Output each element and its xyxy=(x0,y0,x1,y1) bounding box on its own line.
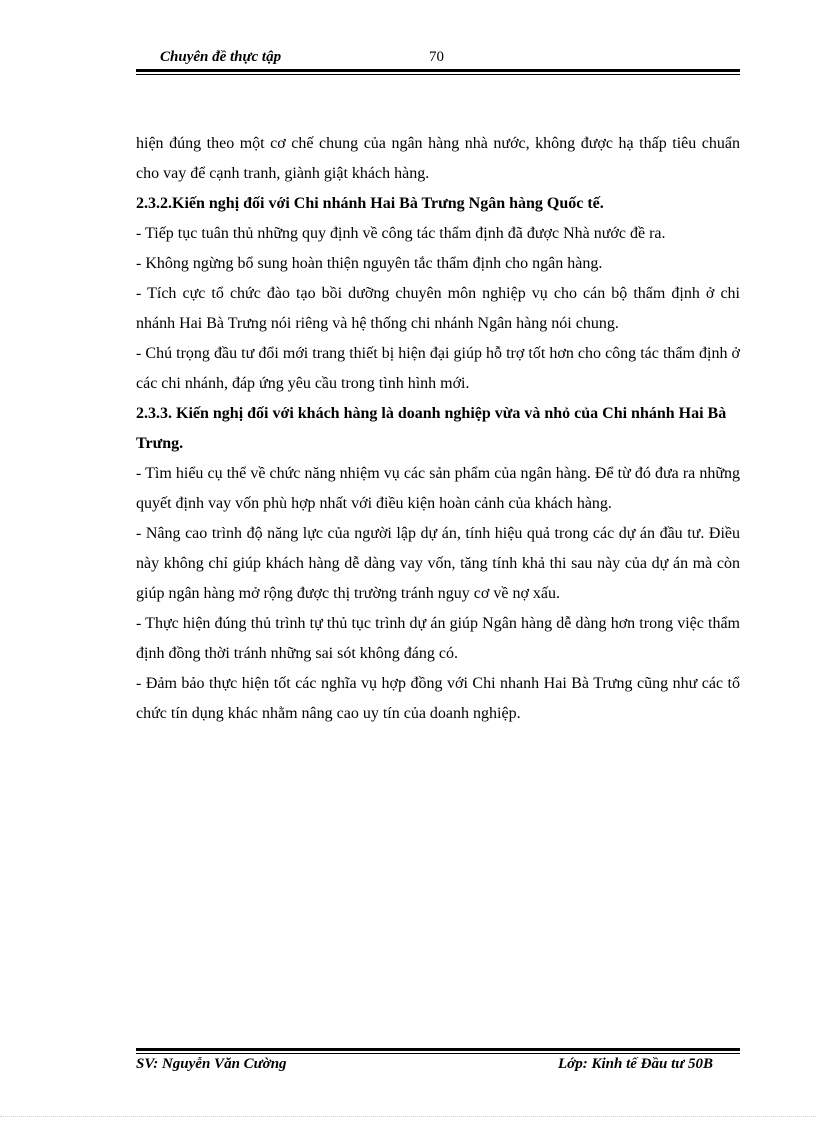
paragraph: - Nâng cao trình độ năng lực của người lập dự án, tính hiệu quả trong các dự án đầu tư. Điều này không chỉ giúp khách hàng dễ dàng vay vốn, tăng tính khả thi sau này của dự án mà còn giúp ngân hàng mở rộng được thị trường tránh nguy cơ về nợ xấu. xyxy=(136,525,740,602)
footer-class: Lớp: Kinh tế Đầu tư 50B xyxy=(558,1056,713,1072)
header-divider xyxy=(136,69,740,75)
paragraph: - Tiếp tục tuân thủ những quy định về công tác thẩm định đã được Nhà nước đề ra. xyxy=(136,225,666,242)
footer-student-name: SV: Nguyễn Văn Cường xyxy=(136,1056,287,1072)
paragraph: - Không ngừng bổ sung hoàn thiện nguyên tắc thẩm định cho ngân hàng. xyxy=(136,255,603,272)
section-heading-2-3-2: 2.3.2.Kiến nghị đối với Chi nhánh Hai Bà Trưng Ngân hàng Quốc tế. xyxy=(136,195,604,212)
header-title: Chuyên đề thực tập xyxy=(160,49,282,65)
page-body xyxy=(136,129,740,729)
paragraph: - Tìm hiểu cụ thể về chức năng nhiệm vụ các sản phẩm của ngân hàng. Để từ đó đưa ra những quyết định vay vốn phù hợp nhất với điều kiện hoàn cảnh của khách hàng. xyxy=(136,465,740,512)
footer-divider xyxy=(136,1048,740,1054)
paragraph: - Đảm bảo thực hiện tốt các nghĩa vụ hợp đồng với Chi nhanh Hai Bà Trưng cũng như các tổ chức tín dụng khác nhằm nâng cao uy tín của doanh nghiệp. xyxy=(136,675,740,722)
paragraph: hiện đúng theo một cơ chế chung của ngân hàng nhà nước, không được hạ thấp tiêu chuẩn cho vay để cạnh tranh, giành giật khách hàng. xyxy=(136,135,740,182)
page-number: 70 xyxy=(429,49,444,65)
paragraph: - Tích cực tổ chức đào tạo bồi dưỡng chuyên môn nghiệp vụ cho cán bộ thẩm định ở chi nhánh Hai Bà Trưng nói riêng và hệ thống chi nhánh Ngân hàng nói chung. xyxy=(136,285,740,332)
page-bottom-border xyxy=(0,1116,816,1117)
section-heading-2-3-3: 2.3.3. Kiến nghị đối với khách hàng là doanh nghiệp vừa và nhỏ của Chi nhánh Hai Bà Trưng. xyxy=(136,405,727,452)
paragraph: - Thực hiện đúng thủ trình tự thủ tục trình dự án giúp Ngân hàng dễ dàng hơn trong việc thẩm định đồng thời tránh những sai sót không đáng có. xyxy=(136,615,740,662)
paragraph: - Chú trọng đầu tư đổi mới trang thiết bị hiện đại giúp hỗ trợ tốt hơn cho công tác thẩm định ở các chi nhánh, đáp ứng yêu cầu trong tình hình mới. xyxy=(136,345,740,392)
